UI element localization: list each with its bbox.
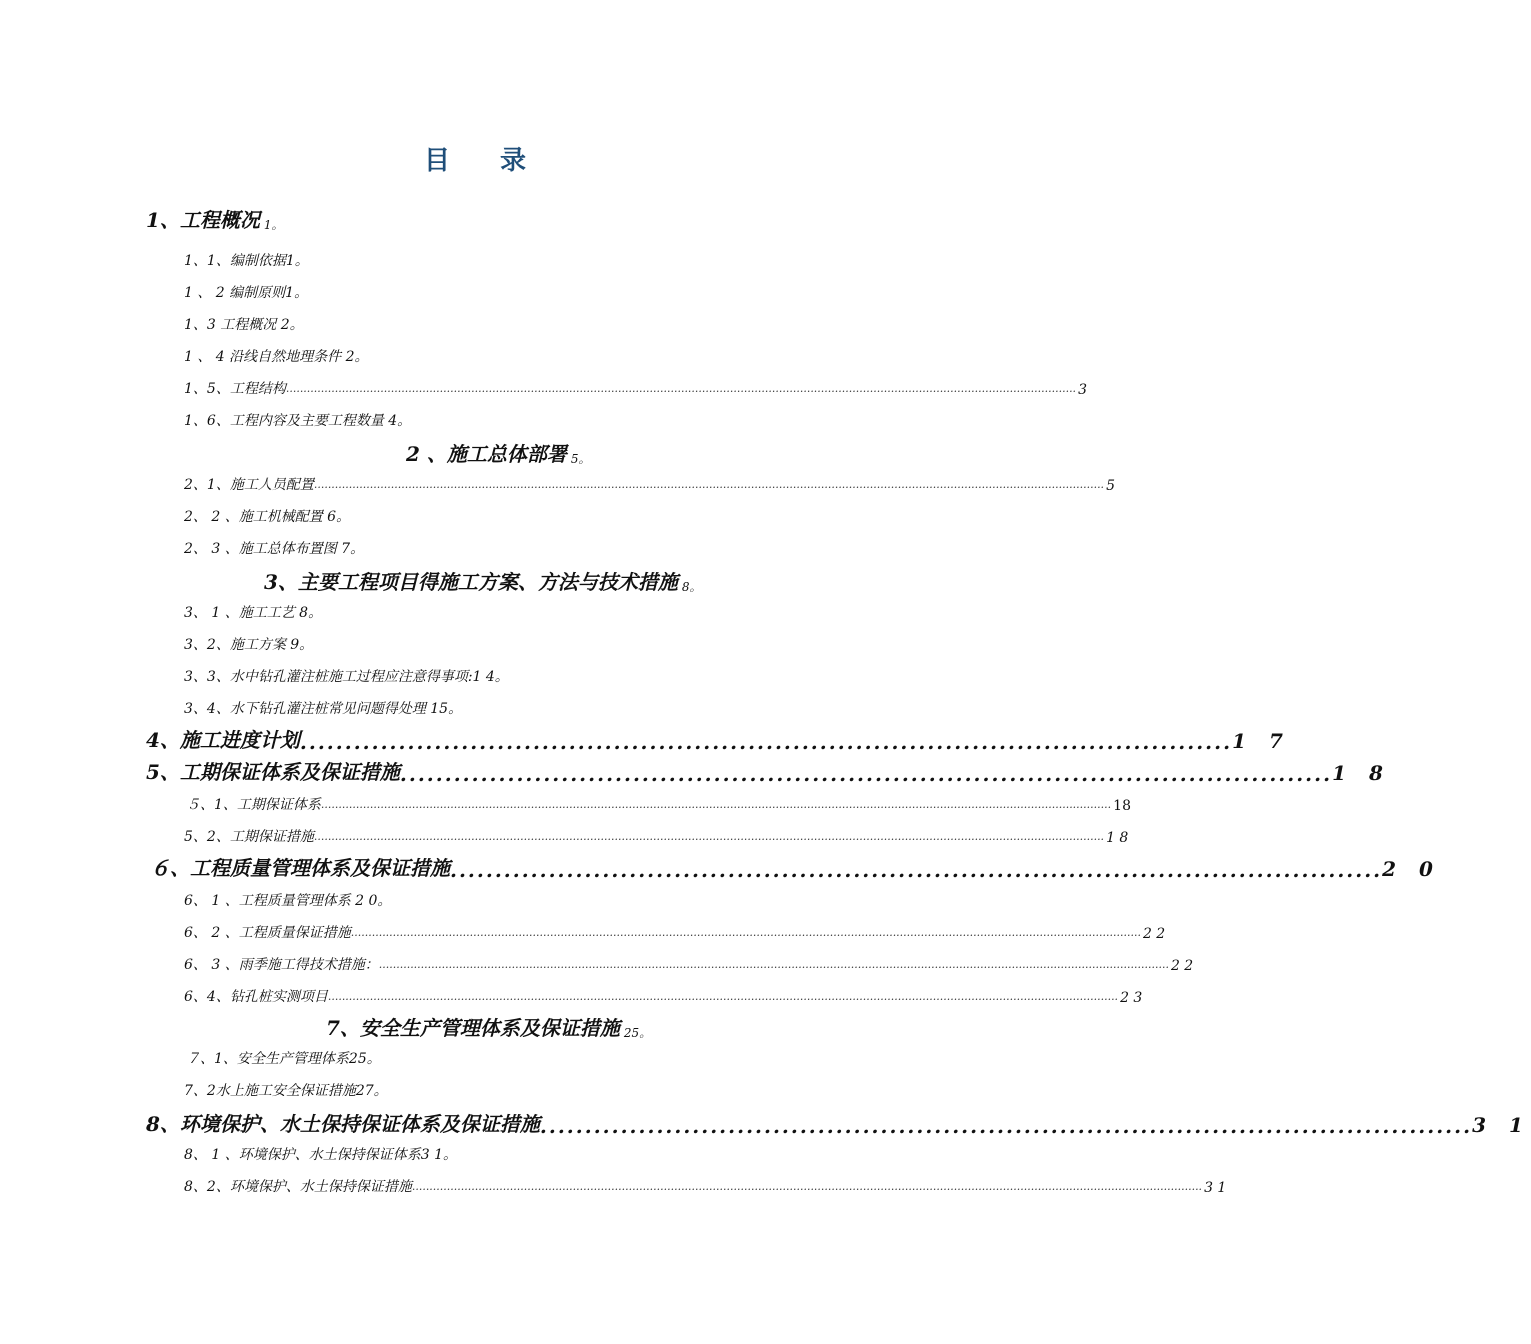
toc-entry-6-1[interactable]: [184, 890, 391, 910]
toc-entry-page: 25。: [623, 1026, 652, 1040]
toc-entry-label: 3、3、水中钻孔灌注桩施工过程应注意得事项:1 4。: [184, 669, 509, 685]
toc-entry-3-3[interactable]: [184, 666, 509, 686]
toc-entry-1[interactable]: [146, 204, 284, 233]
dot-leader: ..................................................................................................................................................................................................................................: [378, 958, 1169, 971]
toc-entry-label: 2 、施工总体部署: [406, 442, 567, 466]
dot-leader: ..................................................................................................................................................................................................................................: [320, 798, 1112, 811]
toc-entry-label: ６、工程质量管理体系及保证措施: [150, 856, 450, 880]
toc-entry-label: 6、 1 、工程质量管理体系 2 0。: [184, 893, 392, 909]
toc-entry-3-1[interactable]: [184, 602, 322, 622]
toc-entry-page: 18: [1113, 798, 1131, 814]
toc-entry-8-2[interactable]: [184, 1176, 1227, 1196]
toc-entry-label: 5、2、工期保证措施: [184, 829, 314, 845]
toc-entry-page: 2 2: [1142, 926, 1166, 942]
toc-entry-label: 1、1、编制依据1。: [184, 253, 309, 269]
dot-leader: ........................................................................................................: [450, 858, 1383, 882]
toc-entry-label: 8、 1 、环境保护、水土保持保证体系3 1。: [184, 1147, 457, 1163]
toc-entry-label: 1、工程概况: [146, 208, 260, 232]
toc-entry-2-2[interactable]: [184, 506, 350, 526]
toc-entry-8[interactable]: [146, 1108, 1531, 1138]
toc-entry-5[interactable]: [146, 756, 1391, 786]
toc-entry-page: 5。: [570, 452, 591, 466]
toc-entry-label: 5、工期保证体系及保证措施: [146, 760, 400, 784]
toc-entry-page: 2 2: [1170, 958, 1194, 974]
toc-entry-page: 3 1: [1204, 1180, 1227, 1196]
toc-entry-3-2[interactable]: [184, 634, 313, 654]
toc-entry-label: 6、 2 、工程质量保证措施: [184, 925, 351, 941]
toc-entry-label: 3、2、施工方案 9。: [184, 637, 314, 653]
toc-entry-1-2[interactable]: [184, 282, 308, 302]
dot-leader: ........................................................................................................: [399, 762, 1333, 786]
toc-entry-label: 3、4、水下钻孔灌注桩常见问题得处理 15。: [184, 701, 463, 717]
toc-entry-label: 1 、 2 编制原则1。: [184, 285, 309, 301]
toc-entry-page: 1 7: [1232, 729, 1291, 753]
toc-entry-label: 2、 3 、施工总体布置图 7。: [184, 541, 365, 557]
toc-entry-1-1[interactable]: [184, 250, 309, 270]
toc-entry-5-2[interactable]: [184, 826, 1129, 846]
toc-entry-label: 8、2、环境保护、水土保持保证措施: [184, 1179, 412, 1195]
toc-entry-label: 3、 1 、施工工艺 8。: [184, 605, 323, 621]
toc-entry-7-1[interactable]: [186, 1048, 381, 1068]
toc-entry-6-4[interactable]: [184, 986, 1143, 1006]
toc-entry-6-3[interactable]: [184, 954, 1194, 974]
toc-entry-7-2[interactable]: [184, 1080, 388, 1100]
toc-entry-label: 8、环境保护、水土保持保证体系及保证措施: [146, 1112, 540, 1136]
dot-leader: ..................................................................................................................................................................................................................................: [313, 478, 1105, 491]
toc-entry-page: 1。: [263, 218, 284, 232]
toc-entry-3[interactable]: [264, 566, 702, 595]
dot-leader: ..................................................................................................................................................................................................................................: [285, 382, 1077, 395]
toc-entry-5-1[interactable]: [186, 794, 1131, 814]
toc-entry-6[interactable]: [150, 852, 1441, 882]
toc-entry-page: 3 1: [1472, 1113, 1531, 1137]
dot-leader: ........................................................................................................: [299, 730, 1233, 754]
toc-entry-label: 1、3 工程概况 2。: [184, 317, 304, 333]
toc-entry-4[interactable]: [146, 724, 1291, 754]
dot-leader: ..................................................................................................................................................................................................................................: [327, 990, 1119, 1003]
dot-leader: ..................................................................................................................................................................................................................................: [313, 830, 1105, 843]
toc-entry-label: 1、5、工程结构: [184, 381, 286, 397]
title-char-2: 录: [500, 146, 527, 176]
toc-entry-label: 2、 2 、施工机械配置 6。: [184, 509, 351, 525]
toc-entry-label: 3、主要工程项目得施工方案、方法与技术措施: [264, 570, 678, 594]
toc-entry-page: 3: [1078, 382, 1087, 398]
toc-entry-1-3[interactable]: [184, 314, 304, 334]
toc-entry-label: 1、6、工程内容及主要工程数量 4。: [184, 413, 412, 429]
title-char-1: 目: [423, 146, 450, 176]
toc-entry-2-1[interactable]: [184, 474, 1115, 494]
toc-entry-page: 8。: [681, 580, 702, 594]
toc-entry-page: 2 3: [1120, 990, 1143, 1006]
toc-entry-label: 2、1、施工人员配置: [184, 477, 314, 493]
toc-entry-1-5[interactable]: [184, 378, 1087, 398]
dot-leader: ........................................................................................................: [539, 1114, 1473, 1138]
toc-entry-1-4[interactable]: [184, 346, 369, 366]
toc-entry-label: 4、施工进度计划: [146, 728, 300, 752]
toc-entry-3-4[interactable]: [184, 698, 462, 718]
dot-leader: ..................................................................................................................................................................................................................................: [350, 926, 1141, 939]
toc-entry-label: ７、1、安全生产管理体系25。: [186, 1051, 381, 1067]
toc-entry-7[interactable]: [326, 1012, 651, 1041]
toc-entry-label: 1 、 4 沿线自然地理条件 2。: [184, 349, 369, 365]
toc-entry-page: 1 8: [1106, 830, 1129, 846]
toc-entry-label: ５、1、工期保证体系: [186, 797, 321, 813]
toc-entry-label: 6、4、钻孔桩实测项目: [184, 989, 328, 1005]
toc-entry-8-1[interactable]: [184, 1144, 457, 1164]
toc-entry-page: 2 0: [1382, 857, 1441, 881]
toc-entry-page: 5: [1106, 478, 1115, 494]
toc-entry-label: 6、 3 、雨季施工得技术措施：: [184, 957, 379, 973]
dot-leader: ..................................................................................................................................................................................................................................: [411, 1180, 1203, 1193]
toc-entry-label: 7、安全生产管理体系及保证措施: [326, 1016, 620, 1040]
toc-entry-page: 1 8: [1332, 761, 1391, 785]
toc-entry-2[interactable]: [406, 438, 591, 467]
toc-entry-1-6[interactable]: [184, 410, 411, 430]
toc-entry-6-2[interactable]: [184, 922, 1166, 942]
toc-entry-label: 7、2水上施工安全保证措施27。: [184, 1083, 388, 1099]
toc-entry-2-3[interactable]: [184, 538, 364, 558]
page-title: [0, 140, 950, 177]
